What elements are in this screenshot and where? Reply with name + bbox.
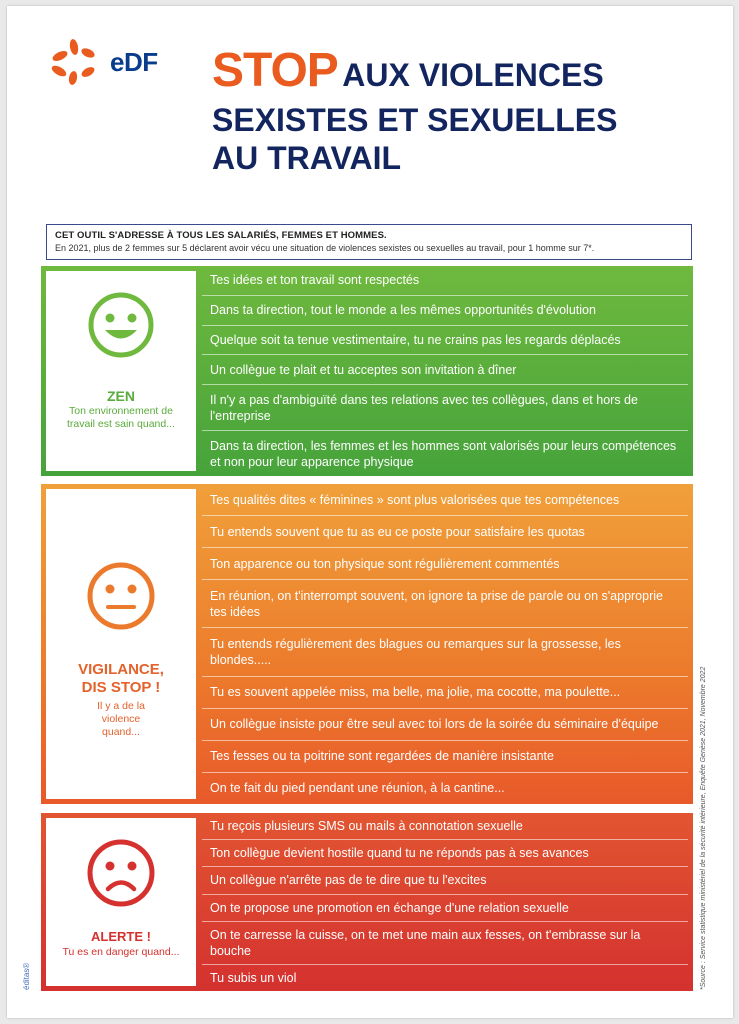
list-item: Tu es souvent appelée miss, ma belle, ma jolie, ma cocotte, ma poulette...: [202, 677, 688, 709]
vigilance-subtitle: Il y a de la violence quand...: [97, 700, 145, 738]
alerte-list: [202, 813, 688, 991]
vigilance-label-2: DIS STOP !: [81, 679, 161, 696]
list-item: Tu reçois plusieurs SMS ou mails à connotation sexuelle: [202, 813, 688, 840]
list-item: Un collègue insiste pour être seul avec toi lors de la soirée du séminaire d'équipe: [202, 709, 688, 741]
vigilance-label-1: VIGILANCE,: [78, 661, 164, 678]
list-item: On te carresse la cuisse, on te met une main aux fesses, on t'embrasse sur la bouche: [202, 922, 688, 965]
alerte-subtitle: Tu es en danger quand...: [62, 946, 180, 958]
alerte-panel: [46, 818, 196, 986]
list-item: Tu entends régulièrement des blagues ou remarques sur la grossesse, les blondes.....: [202, 628, 688, 676]
intro-text: En 2021, plus de 2 femmes sur 5 déclarent avoir vécu une situation de violences sexistes ou sexuelles au travail, pour 1 homme sur 7*.: [55, 243, 595, 253]
zen-subtitle: Ton environnement de travail est sain quand...: [67, 405, 175, 430]
list-item: Un collègue n'arrête pas de te dire que tu l'excites: [202, 867, 688, 894]
smiley-neutral-icon: [86, 561, 156, 631]
smiley-sad-icon: [86, 838, 156, 908]
edf-flower-icon: [48, 36, 108, 86]
title-line-1: AUX VIOLENCES: [342, 57, 604, 93]
list-item: Tu entends souvent que tu as eu ce poste pour satisfaire les quotas: [202, 516, 688, 548]
section-alerte: [41, 813, 693, 991]
list-item: Tes idées et ton travail sont respectés: [202, 266, 688, 296]
editor-text: éditas®: [22, 962, 31, 990]
list-item: On te fait du pied pendant une réunion, à la cantine...: [210, 781, 505, 796]
intro-box: [46, 224, 692, 260]
source-note: [700, 620, 714, 990]
list-item: Un collègue te plait et tu acceptes son invitation à dîner: [202, 355, 688, 385]
list-item: Tes fesses ou ta poitrine sont regardées de manière insistante: [202, 741, 688, 773]
section-zen: [41, 266, 693, 476]
edf-logo: [48, 36, 168, 86]
list-item: On te propose une promotion en échange d'une relation sexuelle: [202, 895, 688, 922]
title-line-2: SEXISTES ET SEXUELLES: [212, 102, 618, 138]
list-item: Dans ta direction, les femmes et les hommes sont valorisés pour leurs compétences et non pour leur apparence physique: [210, 438, 677, 469]
zen-panel: [46, 271, 196, 471]
alerte-label: ALERTE !: [91, 929, 151, 944]
list-item: Ton collègue devient hostile quand tu ne réponds pas à ses avances: [202, 840, 688, 867]
vigilance-list: [202, 484, 688, 804]
smiley-happy-icon: [87, 291, 155, 359]
list-item: Il n'y a pas d'ambiguïté dans tes relations avec tes collègues, dans et hors de l'entreprise: [202, 385, 688, 431]
section-vigilance: [41, 484, 693, 804]
intro-heading: CET OUTIL S'ADRESSE À TOUS LES SALARIÉS, FEMMES ET HOMMES.: [55, 230, 387, 241]
source-text: *Source : Service statistique ministériel de la sécurité intérieure, Enquête Genèse 2021, Novembre 2022: [700, 666, 707, 990]
zen-label: ZEN: [107, 388, 135, 404]
page-title: [212, 44, 712, 177]
vigilance-panel: [46, 489, 196, 799]
list-item: En réunion, on t'interrompt souvent, on ignore ta prise de parole ou on s'approprie tes idées: [202, 580, 688, 628]
title-line-3: AU TRAVAIL: [212, 140, 402, 176]
list-item: Quelque soit ta tenue vestimentaire, tu ne crains pas les regards déplacés: [202, 326, 688, 356]
edf-wordmark: eDF: [110, 47, 158, 77]
list-item: Tu subis un viol: [210, 970, 297, 985]
editor-mark: [22, 950, 34, 990]
list-item: Dans ta direction, tout le monde a les mêmes opportunités d'évolution: [202, 296, 688, 326]
list-item: Tes qualités dites « féminines » sont plus valorisées que tes compétences: [202, 484, 688, 516]
title-stop: STOP: [212, 44, 338, 97]
list-item: Ton apparence ou ton physique sont régulièrement commentés: [202, 548, 688, 580]
zen-list: [202, 266, 688, 476]
